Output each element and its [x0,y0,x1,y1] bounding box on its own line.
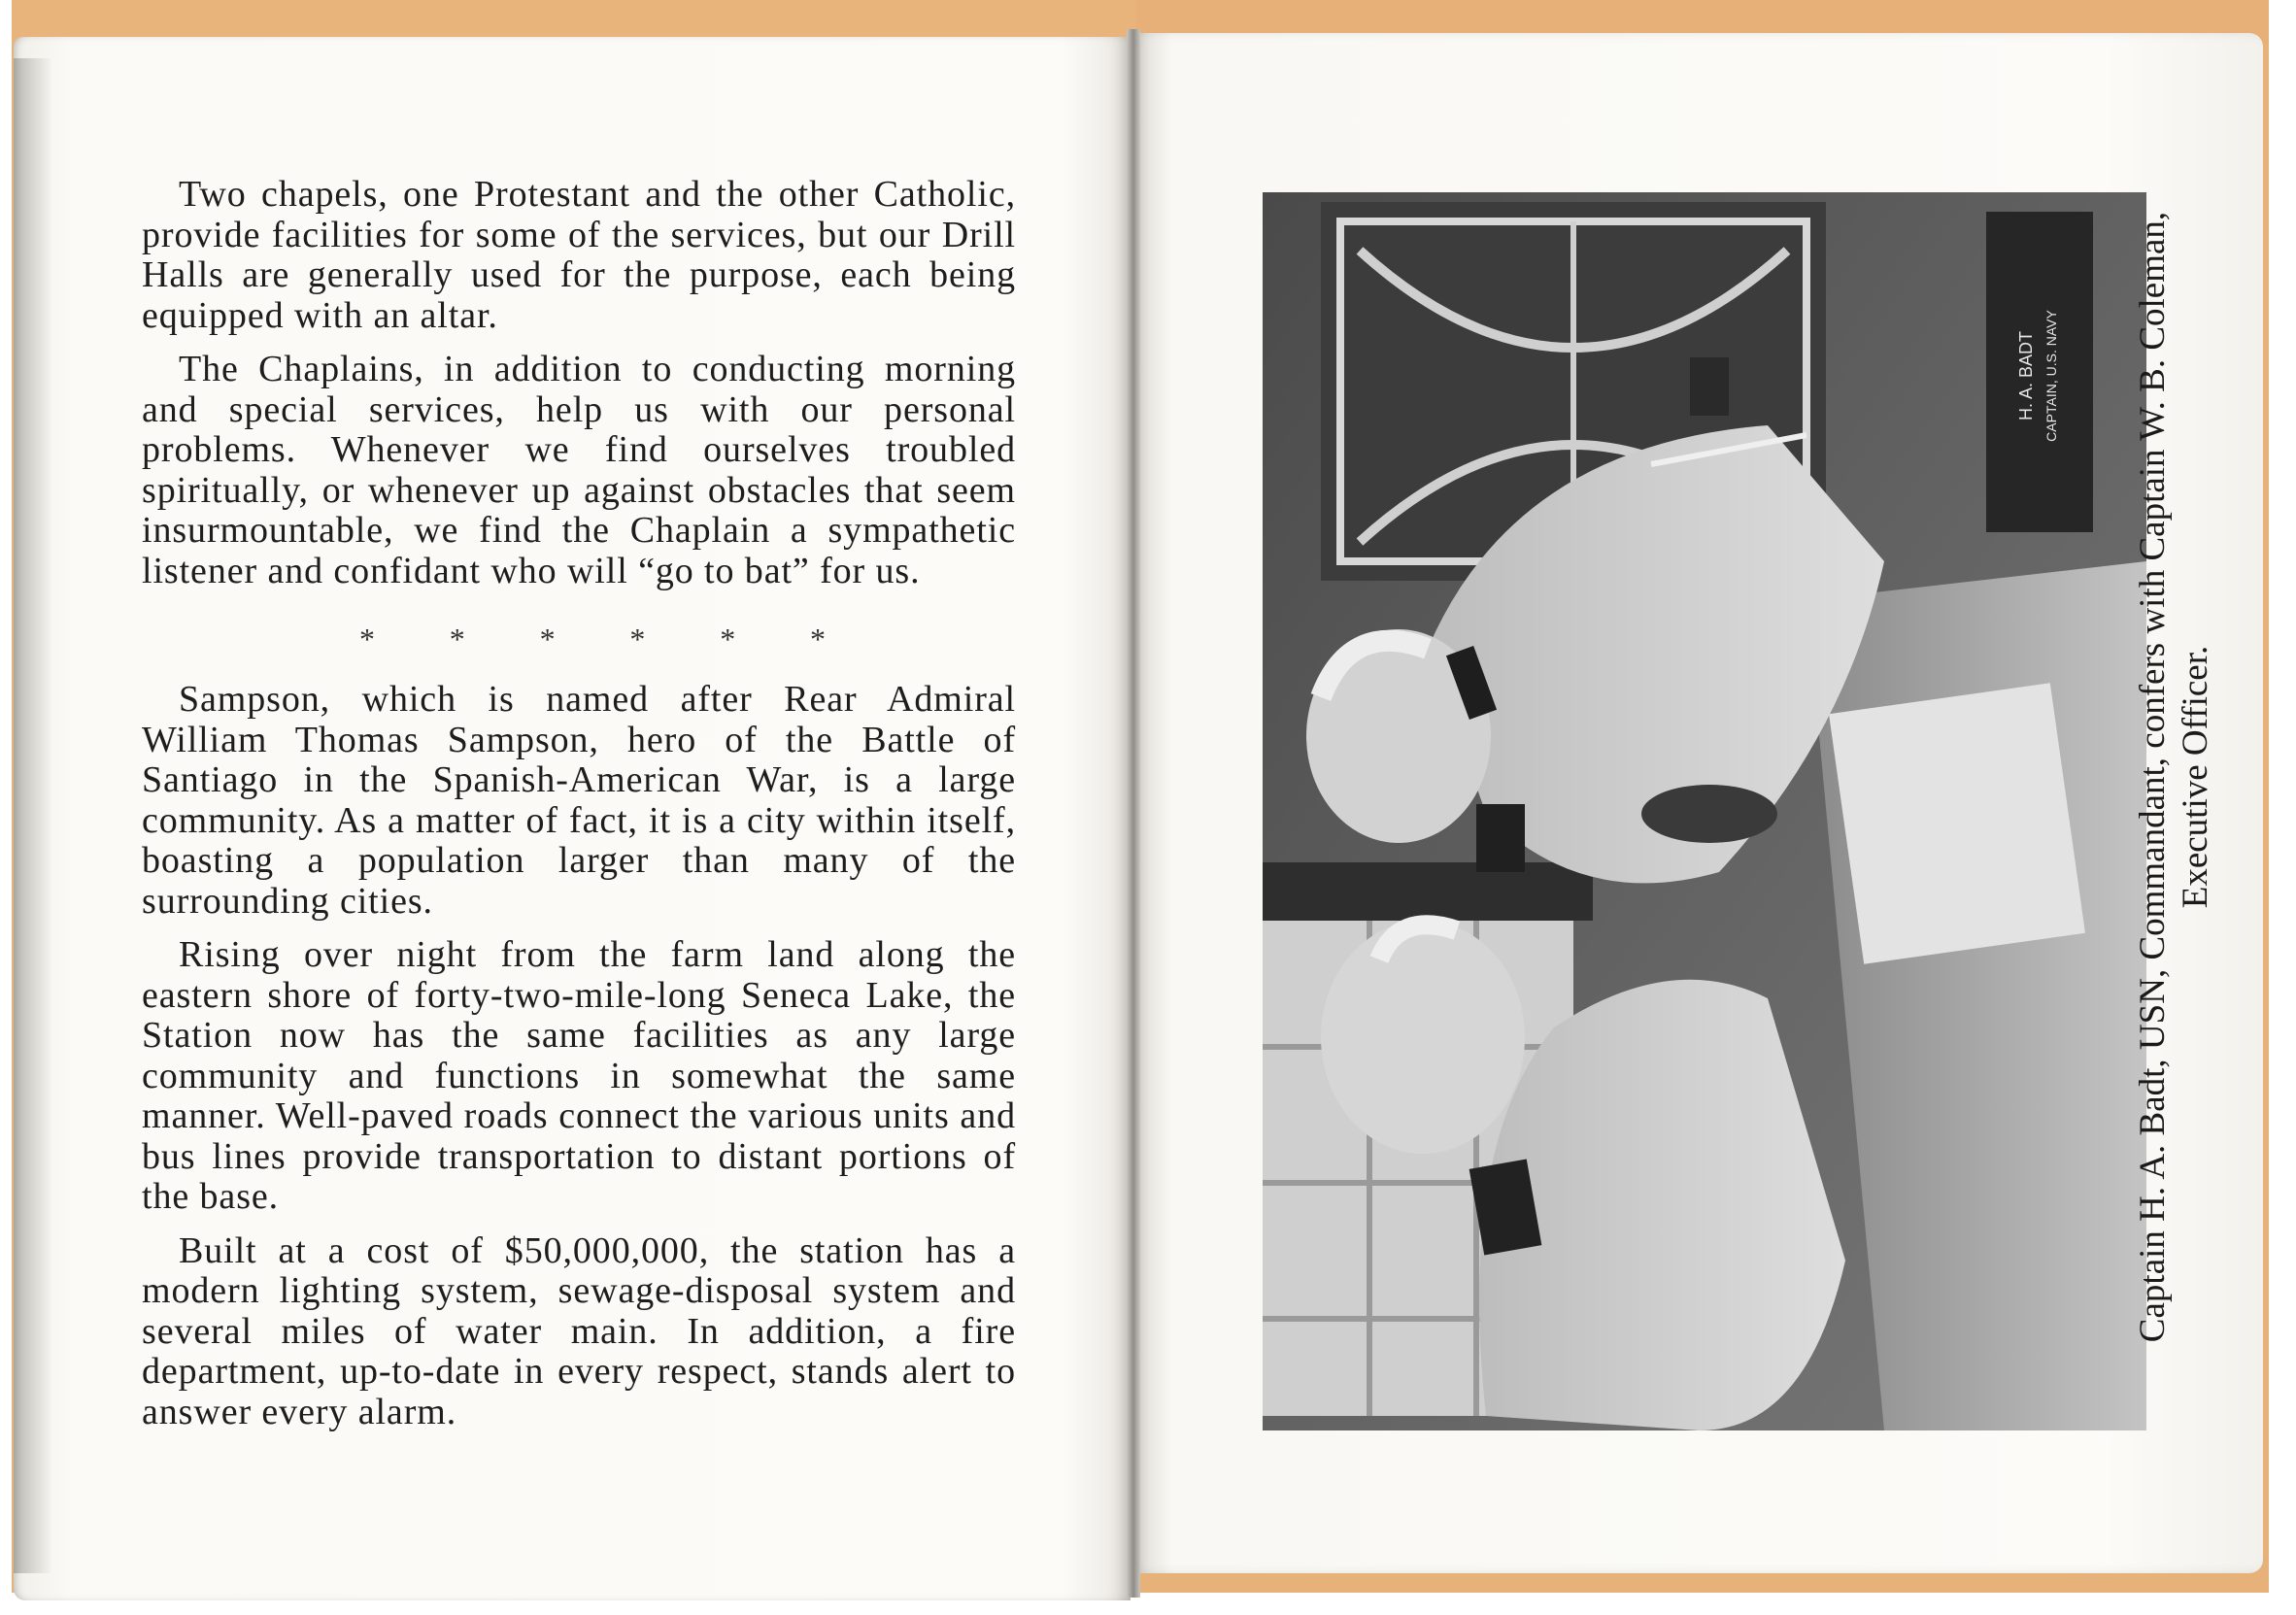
caption-line-1: Captain H. A. Badt, USN, Commandant, confers with Captain W. B. Coleman, [2133,211,2173,1343]
separator-asterisk: * [809,622,826,656]
separator-asterisk: * [359,622,375,656]
separator-asterisk: * [539,622,556,656]
separator-asterisk: * [449,622,465,656]
paragraph-chapels: Two chapels, one Protestant and the other Catholic, provide facilities for some of the services, but our Drill Halls are generally used for the purpose, each being equipped with an altar. [142,174,1016,336]
paragraph-sampson: Sampson, which is named after Rear Admiral William Thomas Sampson, hero of the Battle of Santiago in the Spanish-American War, is a large community. As a matter of fact, it is a city within itself, boasting a population larger than many of the surrounding cities. [142,679,1016,922]
nameplate-name: H. A. BADT [2016,330,2036,421]
desk-nameplate [1986,216,2093,536]
scan-margin-left [0,0,12,1615]
paragraph-chaplains: The Chaplains, in addition to conducting morning and special services, help us with our personal problems. Whenever we find ourselves troubled spiritually, or whenever up against obstacles that seem insurmountable, we find the Chaplain a sympathetic listener and confidant who will “go to bat” for us. [142,349,1016,591]
separator-asterisk: * [720,622,736,656]
paragraph-built: Built at a cost of $50,000,000, the station has a modern lighting system, sewage-disposal system and several miles of water main. In addition, a fire department, up-to-date in every respect, stands alert to answer every alarm. [142,1229,1016,1432]
photo-caption [2132,107,2239,1447]
separator-asterisk: * [629,622,646,656]
nameplate-title: CAPTAIN, U.S. NAVY [2043,310,2059,442]
text-block-sampson [142,680,1016,1432]
left-page-edge-shadow [14,58,52,1573]
paragraph-rising: Rising over night from the farm land along the eastern shore of forty-two-mile-long Seneca Lake, the Station now has the same facilities as any large community and functions in somewhat the same manner. Well-paved roads connect the various units and bus lines provide transportation to distant portions of the base. [142,934,1016,1217]
scan-margin-right [2269,0,2296,1615]
book-gutter [1127,29,1140,1598]
caption-line-2: Executive Officer. [2176,645,2215,909]
section-separator [359,622,826,657]
text-block-chaplains [142,175,1016,591]
